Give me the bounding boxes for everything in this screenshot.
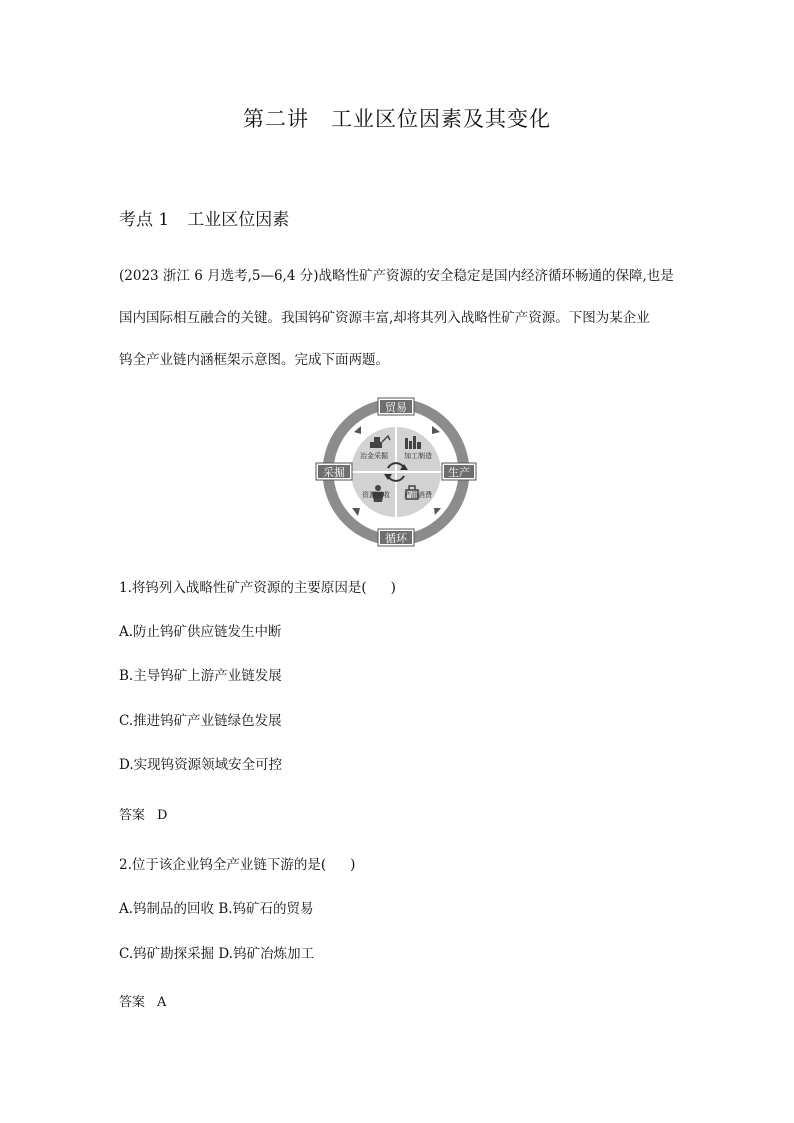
answer-label: 答案 (119, 995, 146, 1010)
intro-line-2: 国内国际相互融合的关键。我国钨矿资源丰富,却将其列入战略性矿产资源。下图为某企业 (119, 310, 650, 326)
question-1-option-b: B.主导钨矿上游产业链发展 (119, 668, 282, 684)
question-1-option-c: C.推进钨矿产业链绿色发展 (119, 713, 282, 729)
question-1-option-d: D.实现钨资源领域安全可控 (119, 757, 283, 773)
question-1-paren: ) (390, 580, 396, 596)
section-heading (119, 205, 289, 230)
question-2-paren: ) (350, 857, 356, 873)
intro-line-3: 钨全产业链内涵框架示意图。完成下面两题。 (119, 352, 389, 368)
question-1-text: 1.将钨列入战略性矿产资源的主要原因是( (119, 580, 367, 596)
question-2-options-line-2: C.钨矿勘探采掘 D.钨矿冶炼加工 (119, 946, 315, 962)
question-2-text: 2.位于该企业钨全产业链下游的是( (119, 857, 327, 873)
inner-quadrants (350, 426, 442, 518)
answer-value: D (157, 808, 168, 823)
question-2-options-line-1: A.钨制品的回收 B.钨矿石的贸易 (119, 901, 314, 917)
question-1-answer (119, 804, 167, 823)
intro-line-1: (2023 浙江 6 月选考,5—6,4 分)战略性矿产资源的安全稳定是国内经济循环畅通的保障,也是 (119, 268, 674, 284)
question-1-option-a: A.防止钨矿供应链发生中断 (119, 624, 282, 640)
question-1-stem (119, 576, 396, 596)
question-2-stem (119, 853, 355, 873)
title-lecture: 第二讲 (243, 107, 309, 131)
inner-label-bottom-right: 产品消费 (404, 491, 432, 499)
section-label: 考点 1 (119, 210, 170, 230)
outer-label-bottom: 循环 (385, 532, 407, 545)
page-title (0, 103, 794, 133)
question-2-answer (119, 991, 166, 1010)
outer-label-left: 采掘 (323, 466, 345, 479)
section-name: 工业区位因素 (187, 210, 290, 230)
inner-label-top-left: 冶金采掘 (360, 452, 388, 460)
inner-label-bottom-left: 资源回收 (362, 491, 390, 499)
tungsten-industry-chain-diagram (314, 396, 478, 548)
answer-label: 答案 (119, 808, 146, 823)
title-topic: 工业区位因素及其变化 (331, 107, 551, 131)
inner-label-top-right: 加工制造 (404, 452, 432, 460)
answer-value: A (157, 995, 167, 1010)
outer-label-right: 生产 (448, 466, 470, 479)
outer-label-top: 贸易 (385, 401, 407, 414)
